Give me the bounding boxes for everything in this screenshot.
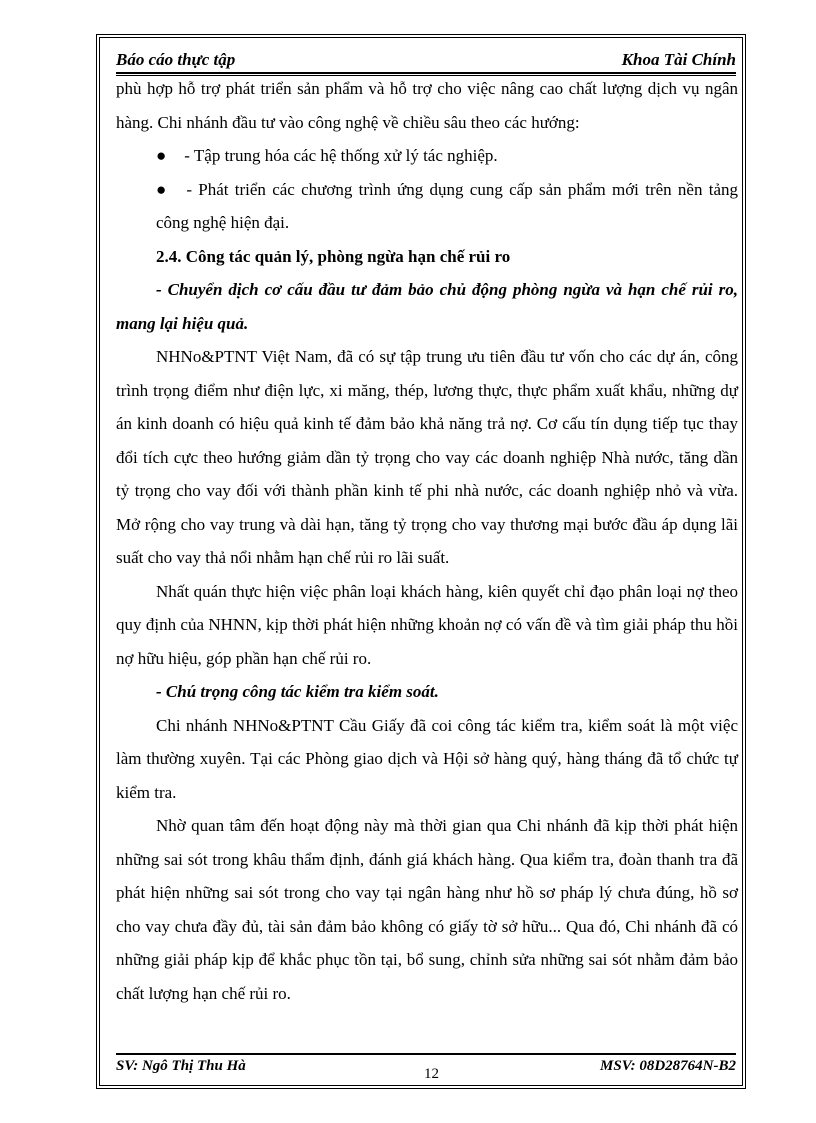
subheading-investment: - Chuyển dịch cơ cấu đầu tư đảm bảo chủ động phòng ngừa và hạn chế rủi ro, mang lại hiệu quả.: [116, 280, 738, 333]
bullet-text-2: - Phát triển các chương trình ứng dụng cung cấp sản phẩm mới trên nền tảng công nghệ hiện đại.: [156, 179, 738, 232]
bullet-icon: ●: [156, 146, 167, 165]
header-report-title: Báo cáo thực tập: [116, 50, 236, 69]
bullet-icon: ●: [156, 179, 169, 199]
header-faculty: Khoa Tài Chính: [621, 50, 736, 69]
paragraph-intro: phù hợp hỗ trợ phát triển sản phẩm và hỗ trợ cho việc nâng cao chất lượng dịch vụ ngân hàng. Chi nhánh đầu tư vào công nghệ về chiều sâu theo các hướng:: [116, 79, 738, 132]
paragraph-inspection: Chi nhánh NHNo&PTNT Cầu Giấy đã coi công tác kiểm tra, kiểm soát là một việc làm thường xuyên. Tại các Phòng giao dịch và Hội sở hàng quý, hàng tháng đã tổ chức tự kiểm tra.: [116, 715, 738, 802]
footer-student-id: MSV: 08D28764N-B2: [600, 1058, 736, 1074]
page-number: 12: [424, 1066, 439, 1082]
section-heading: 2.4. Công tác quản lý, phòng ngừa hạn chế rủi ro: [156, 246, 511, 266]
subheading-inspection: - Chú trọng công tác kiểm tra kiểm soát.: [156, 682, 439, 701]
paragraph-investment: NHNo&PTNT Việt Nam, đã có sự tập trung ưu tiên đầu tư vốn cho các dự án, công trình trọng điểm như điện lực, xi măng, thép, lương thực, thực phẩm xuất khẩu, những dự án kinh doanh có hiệu quả kinh tế đảm bảo khả năng trả nợ. Cơ cấu tín dụng tiếp tục thay đổi tích cực theo hướng giảm dần tỷ trọng cho vay các doanh nghiệp Nhà nước, tăng dần tỷ trọng cho vay đối với thành phần kinh tế phi nhà nước, các doanh nghiệp nhỏ và vừa. Mở rộng cho vay trung và dài hạn, tăng tỷ trọng cho vay thương mại bước đầu áp dụng lãi suất cho vay thả nổi nhằm hạn chế rủi ro lãi suất.: [116, 347, 738, 567]
document-body: [116, 72, 738, 1010]
bullet-text-1: - Tập trung hóa các hệ thống xử lý tác nghiệp.: [184, 146, 498, 165]
footer-rule: [116, 1053, 736, 1055]
paragraph-results: Nhờ quan tâm đến hoạt động này mà thời gian qua Chi nhánh đã kịp thời phát hiện những sai sót trong khâu thẩm định, đánh giá khách hàng. Qua kiểm tra, đoàn thanh tra đã phát hiện những sai sót trong cho vay tại ngân hàng như hồ sơ pháp lý chưa đúng, hồ sơ cho vay chưa đầy đủ, tài sản đảm bảo không có giấy tờ sở hữu... Qua đó, Chi nhánh đã có những giải pháp kịp để khắc phục tồn tại, bổ sung, chỉnh sửa những sai sót nhằm đảm bảo chất lượng hạn chế rủi ro.: [116, 816, 738, 1003]
bullet-item-1: [116, 139, 738, 173]
paragraph-classification: Nhất quán thực hiện việc phân loại khách hàng, kiên quyết chỉ đạo phân loại nợ theo quy định của NHNN, kịp thời phát hiện những khoản nợ có vấn đề và tìm giải pháp thu hồi nợ hữu hiệu, góp phần hạn chế rủi ro.: [116, 581, 738, 668]
bullet-item-2: [116, 173, 738, 240]
footer-student-name: SV: Ngô Thị Thu Hà: [116, 1058, 246, 1074]
page-footer: [116, 1058, 736, 1082]
page-header: [116, 50, 736, 72]
